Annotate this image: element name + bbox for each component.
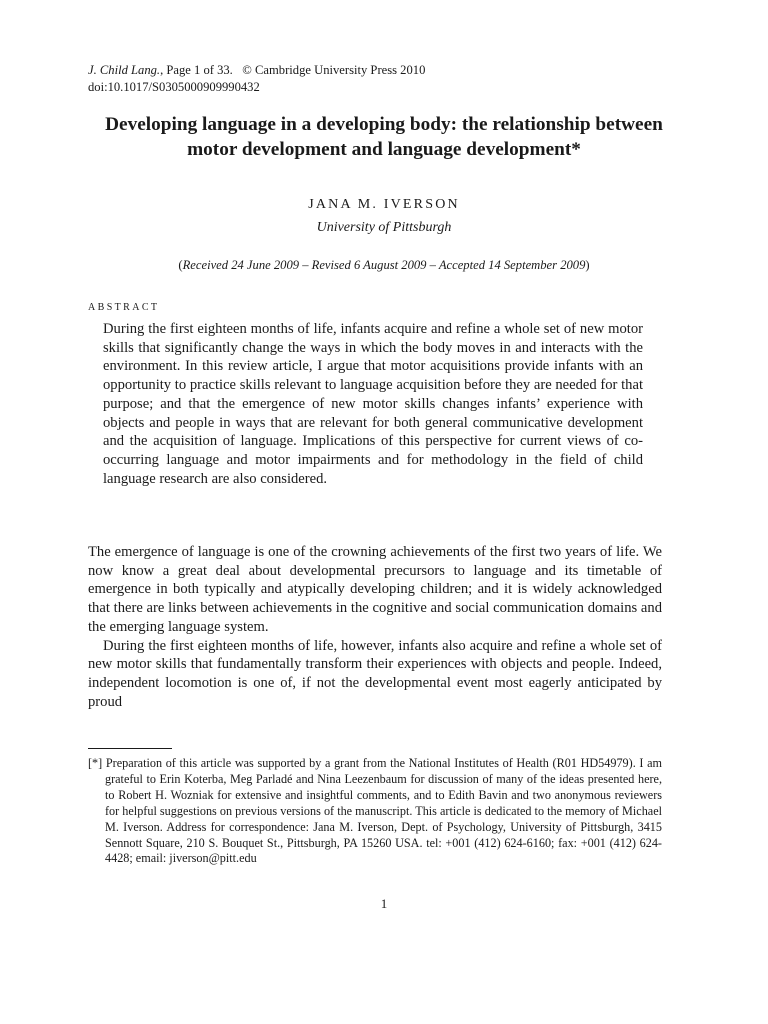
page-number: 1: [380, 896, 388, 911]
dates-text: Received 24 June 2009 – Revised 6 August 2009 – Accepted 14 September 2009: [182, 258, 586, 272]
page-info: , Page 1 of 33.: [160, 63, 233, 77]
article-title: Developing language in a developing body: the relationship between motor development and language development*: [105, 114, 663, 160]
footnote: [*] Preparation of this article was supported by a grant from the National Institutes of Health (R01 HD54979). I am grateful to Erin Koterba, Meg Parladé and Nina Leezenbaum for discussion of many of the ideas presented here, to Robert H. Wozniak for extensive and insightful comments, and to Edith Bavin and two anonymous reviewers for helpful suggestions on previous versions of the manuscript. This article is dedicated to the memory of Michael M. Iverson. Address for correspondence: Jana M. Iverson, Dept. of Psychology, University of Pittsburgh, 3415 Sennott Square, 210 S. Bouquet St., Pittsburgh, PA 15260 USA. tel: +001 (412) 624-6160; fax: +001 (412) 624-4428; email: jiverson@pitt.edu: [88, 756, 662, 866]
author-affiliation: University of Pittsburgh: [316, 220, 452, 235]
footnote-divider: [88, 748, 172, 749]
dates-close-paren: ): [585, 258, 590, 272]
body-text: [88, 543, 662, 711]
copyright-notice: © Cambridge University Press 2010: [242, 63, 426, 77]
abstract-heading: ABSTRACT: [88, 302, 160, 313]
body-paragraph: The emergence of language is one of the crowning achievements of the first two years of life. We now know a great deal about developmental precursors to language and its timetable of emergence in both typically and atypically developing children; and it is widely acknowledged that there are links between achievements in the cognitive and social communication domains and the emerging language system.: [88, 544, 662, 635]
publication-dates: [0, 258, 768, 273]
body-paragraph: During the first eighteen months of life, however, infants also acquire and refine a whole set of new motor skills that fundamentally transform their experiences with objects and people. Indeed, independent locomotion is one of, if not the developmental event most eagerly anticipated by proud: [88, 637, 662, 710]
journal-name: J. Child Lang.: [88, 63, 161, 77]
journal-header: [88, 62, 425, 78]
abstract-body: During the first eighteen months of life, infants acquire and refine a whole set of new motor skills that significantly change the ways in which the body moves in and interacts with the environment. In this review article, I argue that motor acquisitions provide infants with an opportunity to practice skills relevant to language acquisition before they are needed for that purpose; and that the emergence of new motor skills changes infants’ experience with objects and people in ways that are relevant for both general communicative development and the acquisition of language. Implications of this perspective for current views of co-occurring language and motor impairments and for methodology in the field of child language research are also considered.: [103, 321, 643, 487]
author-name: JANA M. IVERSON: [308, 197, 460, 212]
dates-open-paren: (: [178, 258, 183, 272]
doi: doi:10.1017/S0305000909990432: [88, 80, 260, 94]
